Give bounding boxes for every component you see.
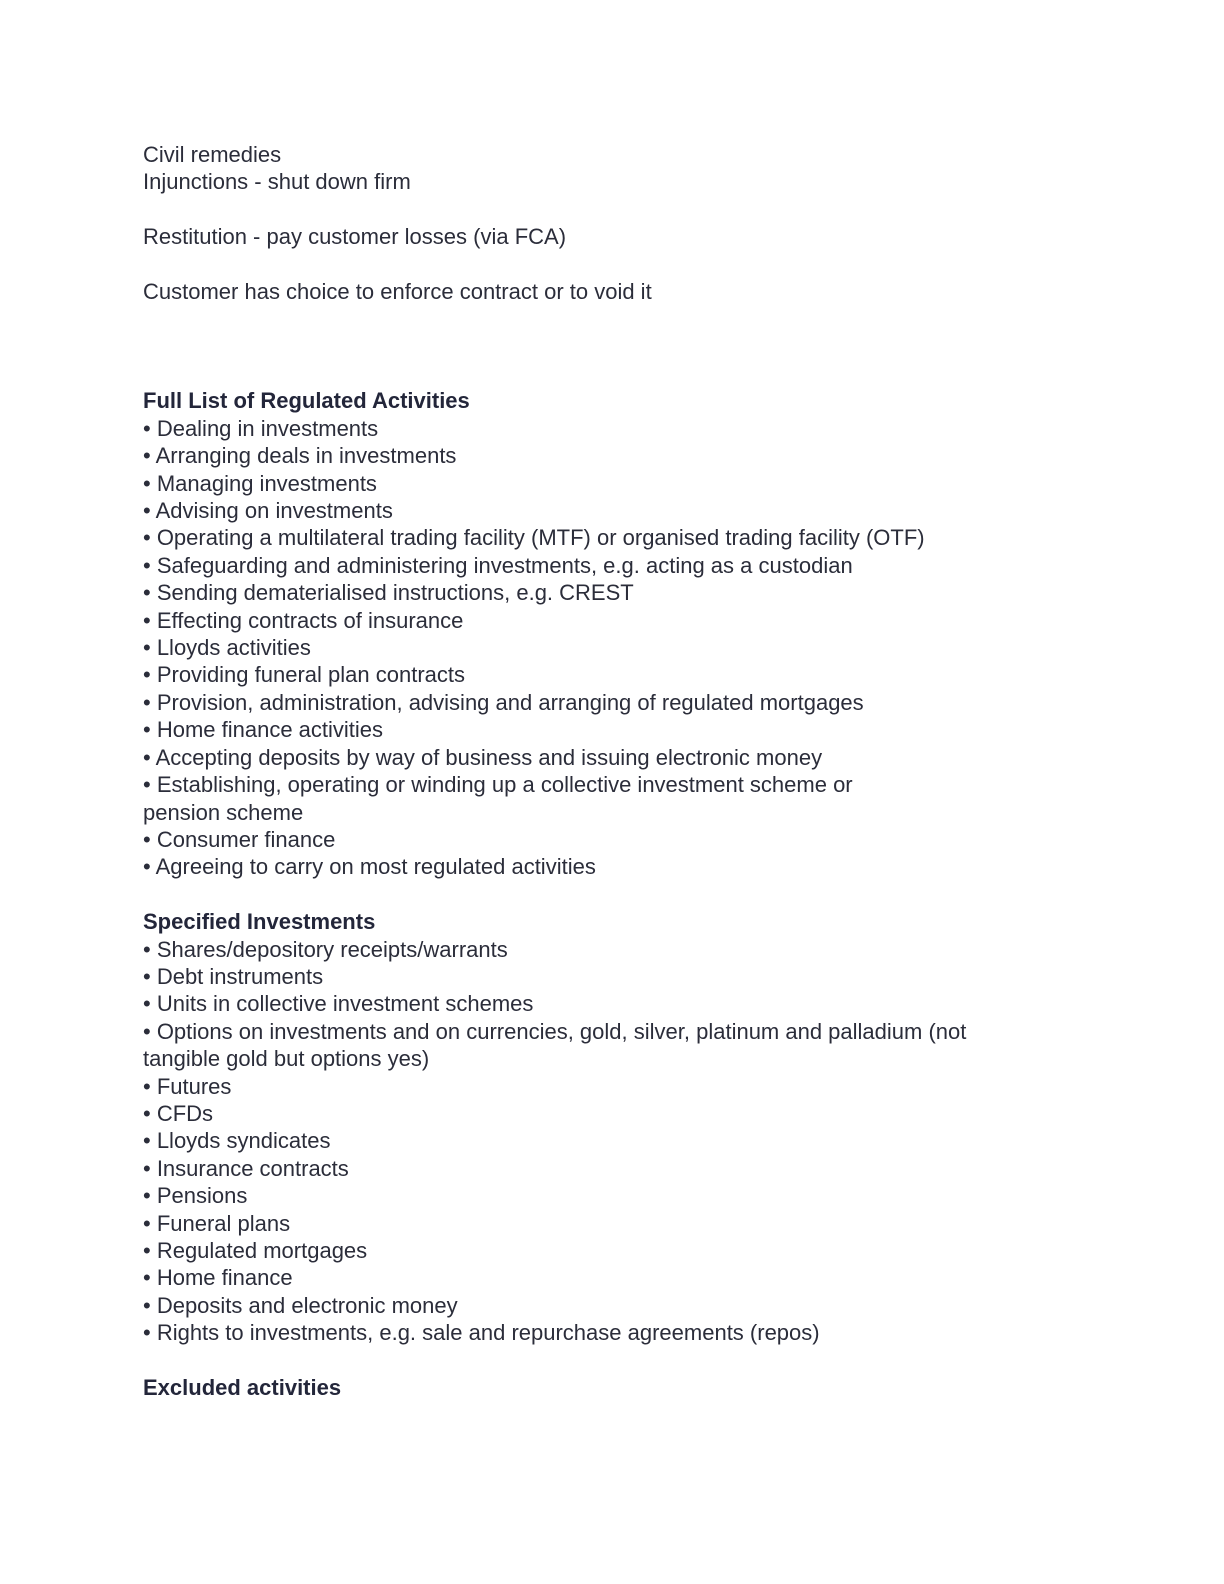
injunctions-line: Injunctions - shut down firm (143, 169, 411, 195)
spacer (143, 305, 1103, 387)
spacer (143, 1347, 1103, 1374)
list-item: • Managing investments (143, 470, 377, 496)
specified-investments-heading: Specified Investments (143, 909, 376, 935)
spacer (143, 196, 1103, 223)
list-item: • Accepting deposits by way of business and issuing electronic money (143, 744, 823, 770)
list-item: • Debt instruments (143, 963, 324, 989)
specified-investments-list (143, 936, 1103, 1347)
list-item: • Options on investments and on currencies, gold, silver, platinum and palladium (not (143, 1018, 967, 1044)
list-item: • Providing funeral plan contracts (143, 662, 465, 688)
list-item: • Funeral plans (143, 1210, 291, 1236)
list-item: • Units in collective investment schemes (143, 991, 534, 1017)
list-item: • Shares/depository receipts/warrants (143, 936, 508, 962)
list-item-continuation: pension scheme (143, 799, 304, 825)
list-item: • Lloyds syndicates (143, 1128, 331, 1154)
list-item: • Consumer finance (143, 826, 336, 852)
list-item: • Dealing in investments (143, 415, 379, 441)
list-item: • Regulated mortgages (143, 1237, 368, 1263)
document-page (143, 141, 1103, 1401)
list-item: • CFDs (143, 1100, 214, 1126)
list-item: • Insurance contracts (143, 1155, 349, 1181)
restitution-line: Restitution - pay customer losses (via FCA) (143, 224, 567, 250)
regulated-activities-heading: Full List of Regulated Activities (143, 388, 470, 414)
customer-choice-line: Customer has choice to enforce contract or to void it (143, 279, 652, 304)
list-item: • Deposits and electronic money (143, 1292, 458, 1318)
list-item: • Futures (143, 1073, 232, 1099)
list-item: • Agreeing to carry on most regulated activities (143, 854, 596, 880)
list-item: • Operating a multilateral trading facility (MTF) or organised trading facility (OTF) (143, 525, 925, 551)
list-item: • Lloyds activities (143, 635, 311, 661)
list-item: • Safeguarding and administering investments, e.g. acting as a custodian (143, 552, 853, 578)
civil-remedies-title: Civil remedies (143, 142, 282, 167)
list-item: • Effecting contracts of insurance (143, 607, 464, 633)
list-item: • Arranging deals in investments (143, 443, 457, 469)
spacer (143, 881, 1103, 908)
list-item: • Sending dematerialised instructions, e.g. CREST (143, 580, 634, 606)
spacer (143, 251, 1103, 278)
regulated-activities-list (143, 415, 1103, 881)
list-item: • Advising on investments (143, 498, 393, 524)
list-item-continuation: tangible gold but options yes) (143, 1046, 430, 1072)
list-item: • Pensions (143, 1183, 248, 1209)
list-item: • Rights to investments, e.g. sale and repurchase agreements (repos) (143, 1320, 820, 1346)
list-item: • Home finance (143, 1265, 293, 1291)
list-item: • Home finance activities (143, 717, 384, 743)
excluded-activities-heading: Excluded activities (143, 1375, 342, 1400)
list-item: • Provision, administration, advising and arranging of regulated mortgages (143, 689, 864, 715)
list-item: • Establishing, operating or winding up a collective investment scheme or (143, 772, 853, 798)
